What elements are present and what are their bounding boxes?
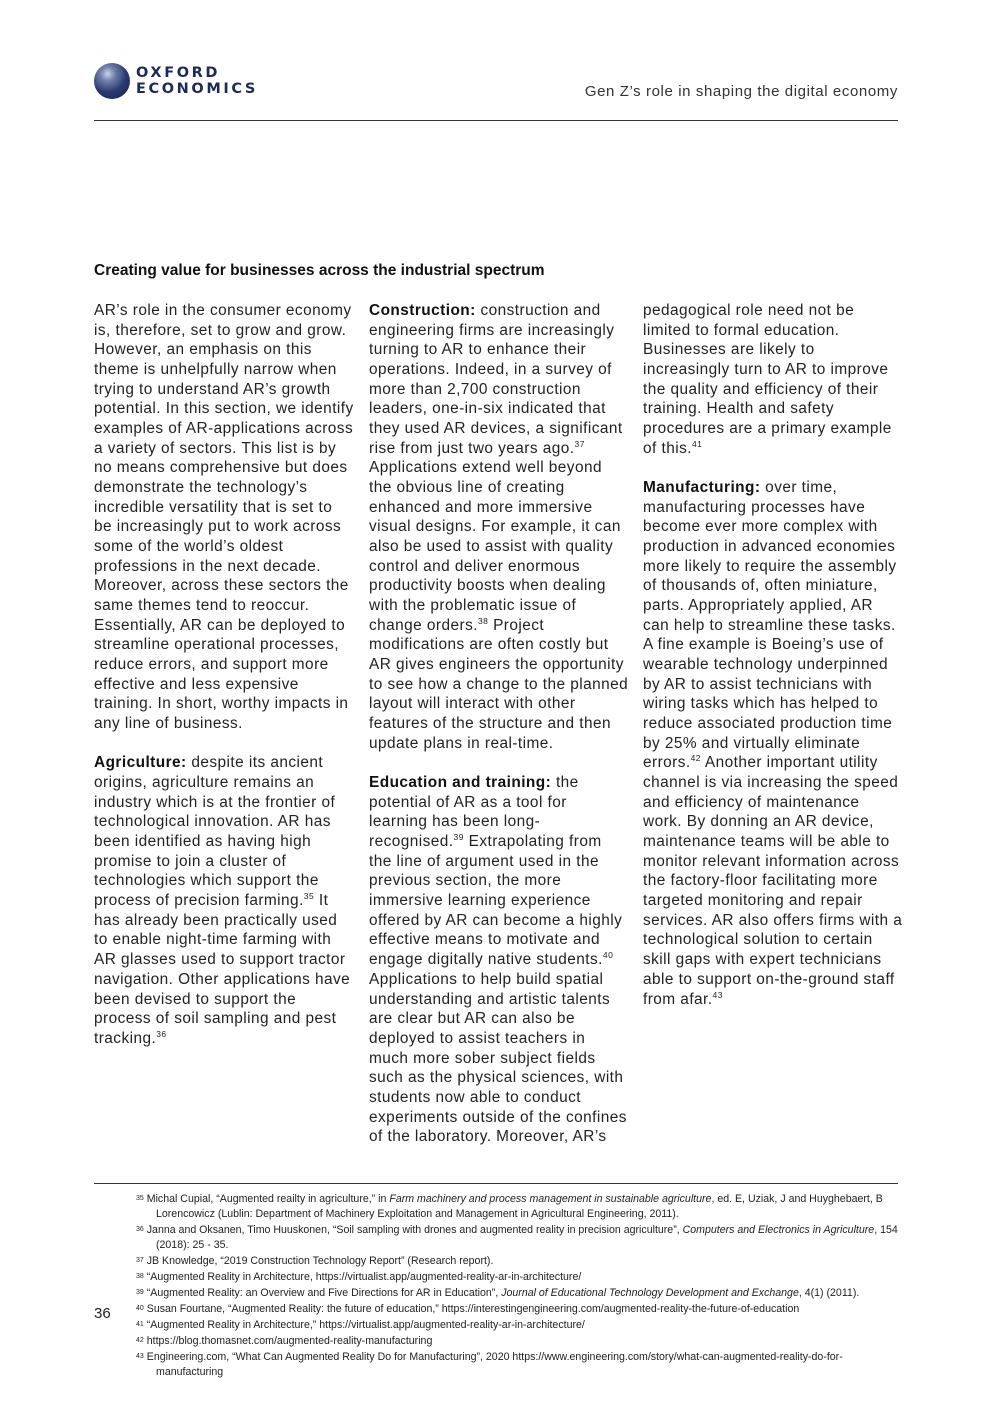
footnote-36 xyxy=(136,1222,900,1253)
footnote-ref-43: 43 xyxy=(712,989,723,1000)
footnote-42 xyxy=(136,1333,900,1349)
footnotes-list xyxy=(136,1191,900,1380)
footnote-text: Michal Cupial, “Augmented reailty in agriculture,” in xyxy=(146,1193,390,1205)
intro-paragraph: AR’s role in the consumer economy is, therefore, set to grow and grow. However, an emphasis on this theme is unhelpfully narrow when trying to understand AR’s growth potential. In this section, we identify examples of AR-applications across a variety of sectors. This list is by no means comprehensive but does demonstrate the technology’s incredible versatility that is set to be increasingly put to work across some of the world’s oldest professions in the next decade. Moreover, across these sectors the same themes tend to reoccur. Essentially, AR can be deployed to streamline operational processes, reduce errors, and support more effective and less expensive training. In short, worthy impacts in any line of business. xyxy=(94,302,354,733)
footnote-41 xyxy=(136,1317,900,1333)
text-column-1 xyxy=(94,301,354,1068)
footnote-text: JB Knowledge, “2019 Construction Technology Report” (Research report). xyxy=(146,1255,494,1267)
globe-icon xyxy=(94,63,130,99)
footnote-text: Engineering.com, “What Can Augmented Reality Do for Manufacturing”, 2020 https://www.engineering.com/story/what-can-augmented-reality-do-for-manufacturing xyxy=(146,1351,843,1378)
footnote-italic-title: Computers and Electronics in Agriculture xyxy=(682,1224,875,1236)
construction-label: Construction: xyxy=(369,302,476,319)
text-column-3 xyxy=(643,301,903,1029)
footnote-40 xyxy=(136,1301,900,1317)
footnote-number: 36 xyxy=(136,1226,144,1233)
education-paragraph: Education and training: the potential of AR as a tool for learning has been long-recognised.$^{39}$ Extrapolating from the line of argument used in the previous section, the more immersive learning experience offered by AR can become a highly effective means to motivate and engage digitally native students.$^{40}$ Applications to help build spatial understanding and artistic talents are clear but AR can also be deployed to assist teachers in much more sober subject fields such as the physical sciences, with students now able to conduct experiments outside of the confines of the laboratory. Moreover, AR’s xyxy=(369,774,627,1146)
footnote-number: 40 xyxy=(136,1305,144,1312)
construction-paragraph: Construction: construction and engineering firms are increasingly turning to AR to enhance their operations. Indeed, in a survey of more than 2,700 construction leaders, one-in-six indicated that they used AR devices, a significant rise from just two years ago.$^{37}$ Applications extend well beyond the obvious line of creating enhanced and more immersive visual designs. For example, it can also be used to assist with quality control and deliver enormous productivity boosts when dealing with the problematic issue of change orders.$^{38}$ Project modifications are often costly but AR gives engineers the opportunity to see how a change to the planned layout will interact with other features of the structure and then update plans in real-time. xyxy=(369,302,629,752)
footnote-number: 41 xyxy=(136,1321,144,1328)
footnote-number: 43 xyxy=(136,1353,144,1360)
header-divider xyxy=(94,120,898,121)
section-heading: Creating value for businesses across the industrial spectrum xyxy=(94,262,545,279)
manufacturing-label: Manufacturing: xyxy=(643,479,761,497)
footnote-number: 42 xyxy=(136,1337,144,1344)
oxford-economics-logo xyxy=(94,63,258,99)
education-label: Education and training: xyxy=(369,774,552,792)
logo-line-oxford: OXFORD xyxy=(136,65,221,81)
page-number: 36 xyxy=(94,1305,111,1322)
footnote-35 xyxy=(136,1191,900,1222)
footnote-text: Susan Fourtane, “Augmented Reality: the future of education,” https://interestingengineering.com/augmented-reality-the-future-of-education xyxy=(146,1303,800,1315)
footnote-text-end: , 154 (2018): 25 - 35. xyxy=(156,1224,898,1251)
logo-line-economics: ECONOMICS xyxy=(136,81,258,97)
footnote-text: “Augmented Reality in Architecture,” https://virtualist.app/augmented-reality-ar-in-architecture/ xyxy=(146,1319,585,1331)
agriculture-paragraph: Agriculture: despite its ancient origins, agriculture remains an industry which is at the frontier of technological innovation. AR has been identified as having high promise to join a cluster of technologies which support the process of precision farming.$^{35}$ It has already been practically used to enable night-time farming with AR glasses used to support tractor navigation. Other applications have been devised to support the process of soil sampling and pest tracking.$^{36}$ xyxy=(94,754,351,1047)
footnote-number: 39 xyxy=(136,1289,144,1296)
footnote-text-end: , ed. E, Uziak, J and Huyghebaert, B Lorencowicz (Lublin: Department of Machinery Exploitation and Management in Agricultural Engineering, 2011). xyxy=(156,1193,883,1220)
footnote-ref-39: 39 xyxy=(453,832,464,843)
footnote-ref-42: 42 xyxy=(690,753,701,764)
footnote-38 xyxy=(136,1269,900,1285)
agriculture-label: Agriculture: xyxy=(94,754,187,772)
footnote-ref-40: 40 xyxy=(602,950,614,961)
text-column-2 xyxy=(369,301,629,1167)
report-title: Gen Z’s role in shaping the digital economy xyxy=(584,83,898,100)
footnote-39 xyxy=(136,1285,900,1301)
footnote-number: 38 xyxy=(136,1273,144,1280)
footnote-37 xyxy=(136,1253,900,1269)
footnote-text: “Augmented Reality in Architecture, https://virtualist.app/augmented-reality-ar-in-architecture/ xyxy=(146,1271,582,1283)
footnote-italic-title: Farm machinery and process management in sustainable agriculture xyxy=(389,1193,712,1205)
footnote-number: 37 xyxy=(136,1257,144,1264)
education-paragraph-continued: pedagogical role need not be limited to formal education. Businesses are likely to increasingly turn to AR to improve the quality and efficiency of their training. Health and safety procedures are a primary example of this.$^{41}$ xyxy=(643,302,892,457)
logo-wordmark xyxy=(136,65,258,97)
footnote-text: “Augmented Reality: an Overview and Five Directions for AR in Education”, xyxy=(146,1287,502,1299)
footnote-text: https://blog.thomasnet.com/augmented-reality-manufacturing xyxy=(146,1335,433,1347)
footnote-ref-35: 35 xyxy=(303,891,315,902)
footnote-ref-36: 36 xyxy=(156,1028,167,1039)
footnote-43 xyxy=(136,1349,900,1380)
footnote-ref-37: 37 xyxy=(574,438,585,449)
footnote-text: Janna and Oksanen, Timo Huuskonen, “Soil sampling with drones and augmented reality in precision agriculture”, xyxy=(146,1224,683,1236)
footnote-divider xyxy=(94,1183,898,1184)
footnote-ref-41: 41 xyxy=(691,438,703,449)
footnote-text-end: , 4(1) (2011). xyxy=(798,1287,860,1299)
footnote-number: 35 xyxy=(136,1195,144,1202)
footnote-italic-title: Journal of Educational Technology Development and Exchange xyxy=(501,1287,799,1299)
footnote-ref-38: 38 xyxy=(477,615,489,626)
manufacturing-paragraph: Manufacturing: over time, manufacturing processes have become ever more complex with production in advanced economies more likely to require the assembly of thousands of, often miniature, parts. Appropriately applied, AR can help to streamline these tasks. A fine example is Boeing’s use of wearable technology underpinned by AR to assist technicians with wiring tasks which has helped to reduce associated production time by 25% and virtually eliminate errors.$^{42}$ Another important utility channel is via increasing the speed and efficiency of maintenance work. By donning an AR device, maintenance teams will be able to monitor relevant information across the factory-floor facilitating more targeted monitoring and repair services. AR also offers firms with a technological solution to certain skill gaps with expert technicians able to support on-the-ground staff from afar.$^{43}$ xyxy=(643,479,903,1008)
